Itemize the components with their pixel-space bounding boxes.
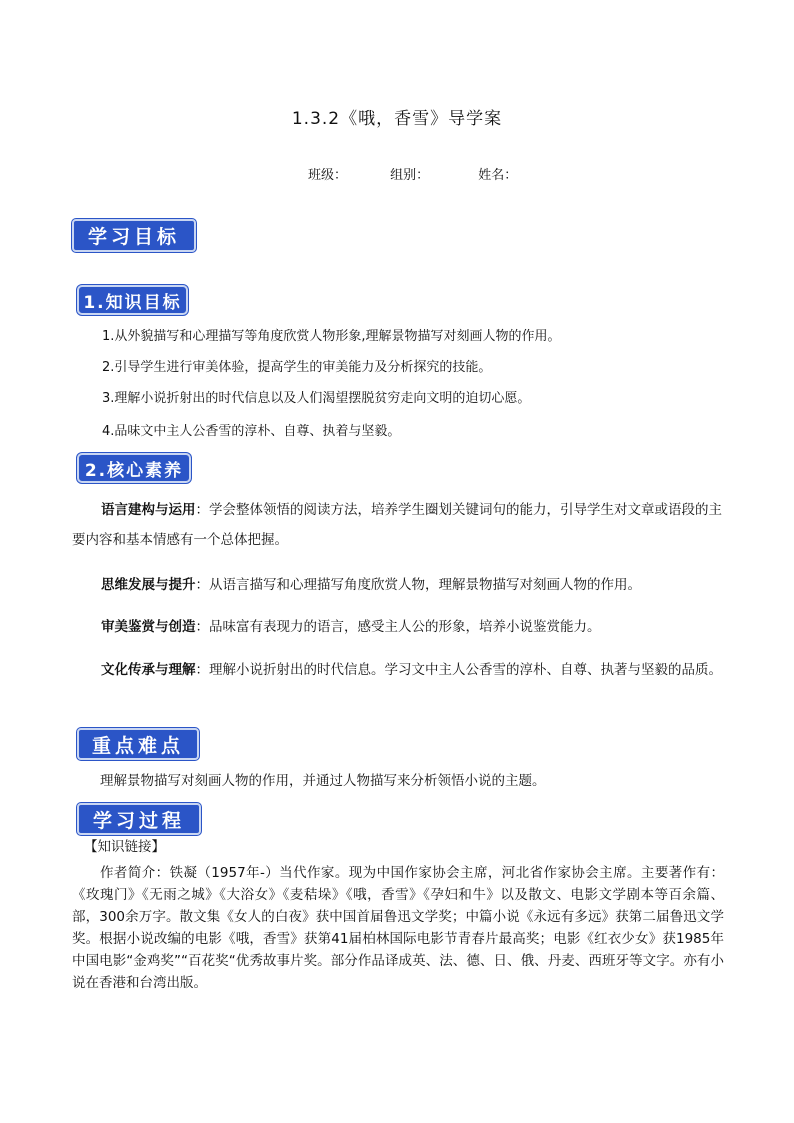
section-badge-knowledge: 1.知识目标 <box>77 285 188 315</box>
author-intro-paragraph: 作者简介：铁凝（1957年-）当代作家。现为中国作家协会主席，河北省作家协会主席。主要著作有：《玫瑰门》《无雨之城》《大浴女》《麦秸垛》《哦，香雪》《孕妇和牛》以及散文、电影文学剧本等百余篇、部，300余万字。散文集《女人的白夜》获中国首届鲁迅文学奖；中篇小说《永远有多远》获第二届鲁迅文学奖。根据小说改编的电影《哦，香雪》获第41届柏林国际电影节青春片最高奖；电影《红衣少女》获1985年中国电影“金鸡奖”“百花奖“优秀故事片奖。部分作品译成英、法、德、日、俄、丹麦、西班牙等文字。亦有小说在香港和台湾出版。 <box>72 865 724 991</box>
section-badge-process: 学习过程 <box>77 803 201 835</box>
knowledge-link-label: 【知识链接】 <box>84 839 165 855</box>
core-item-label: 思维发展与提升 <box>101 577 196 593</box>
name-label: 姓名： <box>478 168 518 183</box>
core-item-label: 语言建构与运用 <box>101 502 196 518</box>
page-title: 1.3.2《哦，香雪》导学案 <box>291 109 503 129</box>
section-badge-key: 重点难点 <box>77 728 199 760</box>
core-item-text: ：理解小说折射出的时代信息。学习文中主人公香雪的淳朴、自尊、执著与坚毅的品质。 <box>195 662 722 678</box>
core-item-label: 审美鉴赏与创造 <box>101 619 196 635</box>
core-item-text: ：学会整体领悟的阅读方法，培养学生圈划关键词句的能力，引导学生对文章或语段的主要内容和基本情感有一个总体把握。 <box>72 502 722 548</box>
core-item-label: 文化传承与理解 <box>101 662 196 678</box>
knowledge-item: 1.从外貌描写和心理描写等角度欣赏人物形象,理解景物描写对刻画人物的作用。 <box>102 329 561 344</box>
core-item-text: ：品味富有表现力的语言，感受主人公的形象，培养小说鉴赏能力。 <box>195 619 601 635</box>
core-item <box>72 655 732 685</box>
knowledge-item: 3.理解小说折射出的时代信息以及人们渴望摆脱贫穷走向文明的迫切心愿。 <box>102 391 531 406</box>
section-badge-goals: 学习目标 <box>72 219 196 252</box>
knowledge-item: 4.品味文中主人公香雪的淳朴、自尊、执着与坚毅。 <box>102 424 401 439</box>
knowledge-item: 2.引导学生进行审美体验，提高学生的审美能力及分析探究的技能。 <box>102 360 492 375</box>
student-info-line <box>308 164 517 183</box>
class-label: 班级： <box>308 168 348 183</box>
core-item-text: ：从语言描写和心理描写角度欣赏人物，理解景物描写对刻画人物的作用。 <box>195 577 641 593</box>
core-item <box>72 495 732 555</box>
section-badge-core: 2.核心素养 <box>77 453 191 483</box>
core-item <box>72 612 732 642</box>
core-item <box>72 570 732 600</box>
key-points-text: 理解景物描写对刻画人物的作用，并通过人物描写来分析领悟小说的主题。 <box>100 773 546 789</box>
group-label: 组别： <box>390 168 430 183</box>
